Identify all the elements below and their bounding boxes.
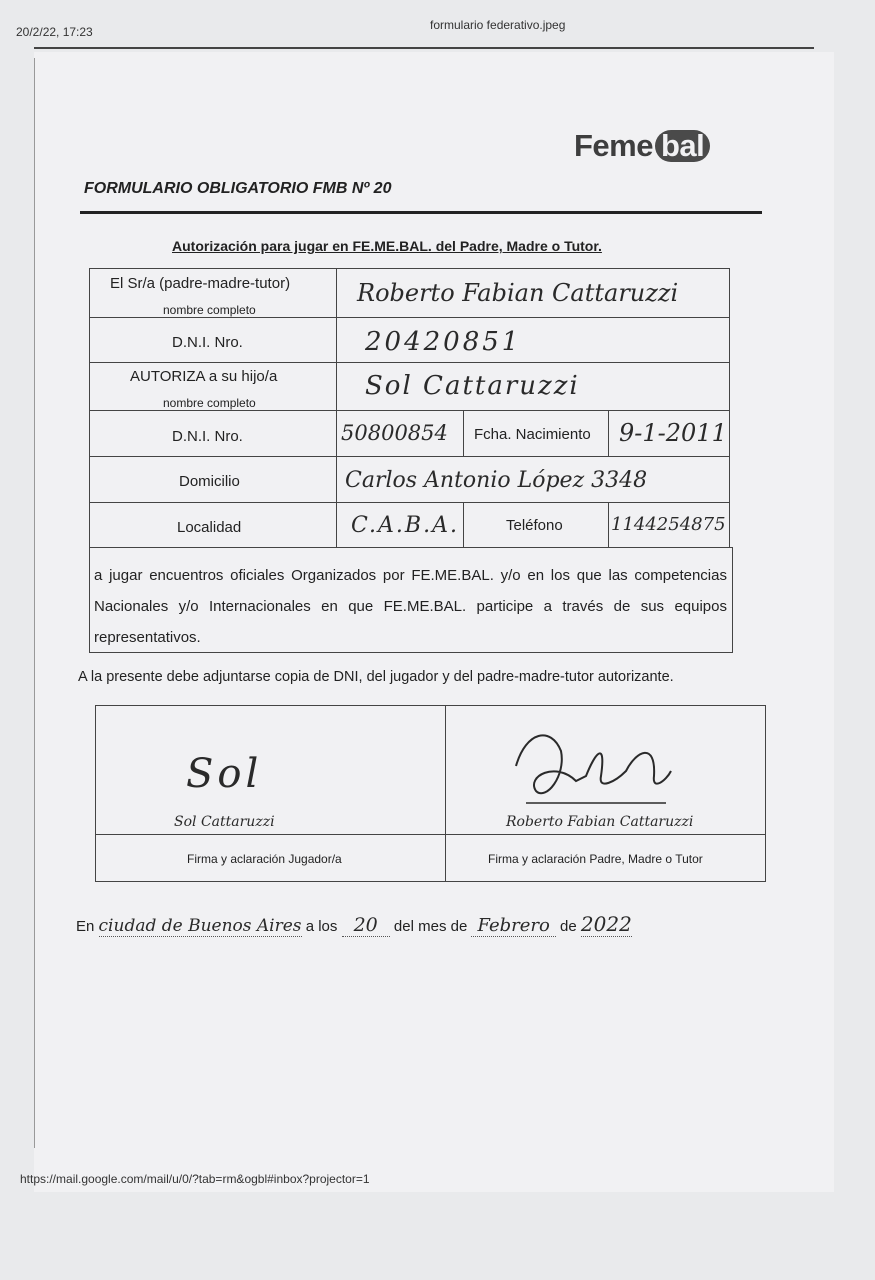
dni2-label: D.N.I. Nro. — [172, 428, 243, 445]
parent-signature-caption: Firma y aclaración Padre, Madre o Tutor — [488, 852, 703, 866]
locality-value: C.A.B.A. — [351, 513, 459, 538]
dni1-value-cell — [336, 317, 730, 363]
locality-value-cell — [336, 502, 464, 548]
birth-value-cell — [608, 410, 730, 457]
signature-divider — [95, 834, 766, 835]
attachment-note: A la presente debe adjuntarse copia de DNI, del jugador y del padre-madre-tutor autorizante. — [78, 669, 674, 685]
player-signature: Sol — [186, 751, 263, 797]
child-dni-value: 50800854 — [341, 421, 448, 445]
locality-label: Localidad — [177, 519, 242, 536]
logo-suffix: bal — [655, 130, 710, 162]
authorization-paragraph: a jugar encuentros oficiales Organizados por FE.ME.BAL. y/o en los que las competencias Nacionales y/o Internacionales en que FE.ME.BAL. participe a través de sus equipos representativos. — [94, 567, 727, 646]
address-value: Carlos Antonio López 3348 — [345, 468, 648, 493]
femebal-logo — [574, 128, 710, 164]
print-file-title: formulario federativo.jpeg — [430, 18, 566, 32]
title-rule — [80, 211, 762, 214]
closing-a-los: a los — [305, 918, 338, 935]
print-url: https://mail.google.com/mail/u/0/?tab=rm&ogbl#inbox?projector=1 — [20, 1172, 370, 1186]
phone-label-cell — [463, 502, 609, 548]
birth-label-cell — [463, 410, 609, 457]
birth-label: Fcha. Nacimiento — [474, 426, 591, 443]
phone-label: Teléfono — [506, 517, 563, 534]
print-datetime: 20/2/22, 17:23 — [16, 25, 93, 39]
child-label: AUTORIZA a su hijo/a — [130, 368, 278, 385]
address-value-cell — [336, 456, 730, 503]
child-label-cell — [89, 362, 337, 411]
phone-value: 1144254875 — [611, 514, 726, 535]
dni1-label: D.N.I. Nro. — [172, 334, 243, 351]
closing-day: 20 — [342, 914, 390, 937]
parent-name-value: Roberto Fabian Cattaruzzi — [357, 279, 679, 307]
parent-label-cell — [89, 268, 337, 318]
parent-printed-name: Roberto Fabian Cattaruzzi — [506, 814, 694, 830]
logo-prefix: Feme — [574, 128, 653, 163]
player-printed-name: Sol Cattaruzzi — [174, 814, 275, 830]
parent-label: El Sr/a (padre-madre-tutor) — [110, 275, 291, 292]
address-label: Domicilio — [179, 473, 240, 490]
parent-value-cell — [336, 268, 730, 318]
form-title: FORMULARIO OBLIGATORIO FMB Nº 20 — [84, 180, 392, 197]
parent-signature-scribble — [506, 721, 676, 811]
locality-label-cell — [89, 502, 337, 548]
child-name-value: Sol Cattaruzzi — [365, 371, 580, 401]
dni2-value-cell — [336, 410, 464, 457]
left-border-line — [34, 58, 35, 1148]
top-border-line — [34, 47, 814, 49]
dni2-label-cell — [89, 410, 337, 457]
dni1-label-cell — [89, 317, 337, 363]
closing-de: de — [560, 918, 577, 935]
child-sublabel: nombre completo — [163, 396, 256, 410]
closing-city: ciudad de Buenos Aires — [98, 916, 302, 936]
birth-date-value: 9-1-2011 — [619, 419, 727, 447]
closing-month: Febrero — [471, 915, 555, 937]
address-label-cell — [89, 456, 337, 503]
closing-line — [76, 912, 632, 936]
player-signature-caption: Firma y aclaración Jugador/a — [187, 852, 342, 866]
parent-sublabel: nombre completo — [163, 303, 256, 317]
form-subtitle: Autorización para jugar en FE.ME.BAL. del Padre, Madre o Tutor. — [172, 238, 602, 254]
closing-year: 2022 — [580, 912, 632, 936]
parent-dni-value: 20420851 — [365, 327, 522, 357]
closing-en: En — [76, 918, 95, 935]
closing-del-mes: del mes de — [393, 918, 468, 935]
phone-value-cell — [608, 502, 730, 548]
child-value-cell — [336, 362, 730, 411]
